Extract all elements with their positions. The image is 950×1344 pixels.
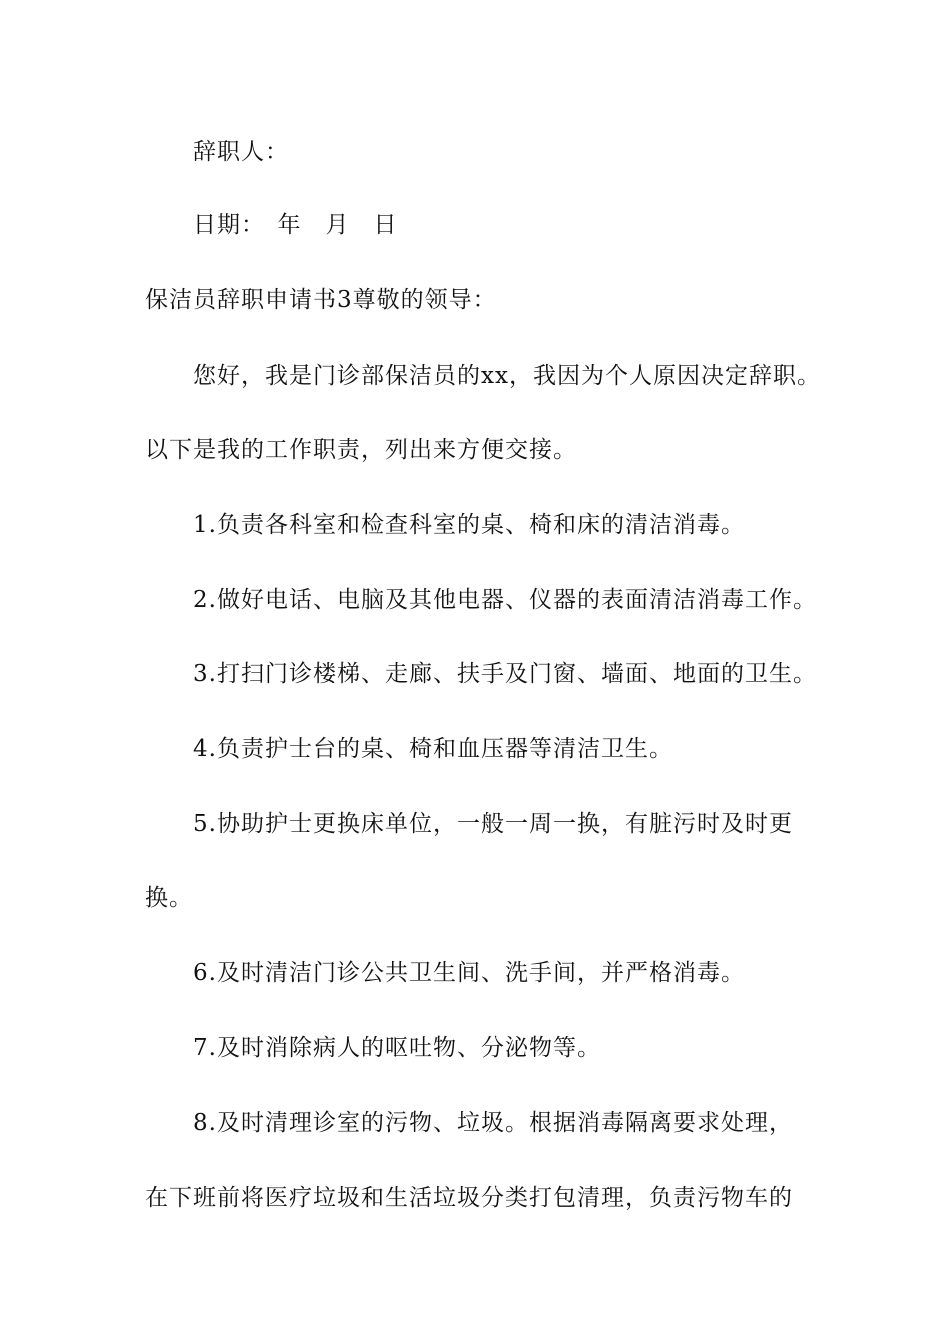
duty-item-2: 2.做好电话、电脑及其他电器、仪器的表面清洁消毒工作。 <box>193 587 817 613</box>
duty-item-3: 3.打扫门诊楼梯、走廊、扶手及门窗、墙面、地面的卫生。 <box>193 661 817 687</box>
duty-item-4: 4.负责护士台的桌、椅和血压器等清洁卫生。 <box>193 736 673 762</box>
duty-item-8-line-2: 在下班前将医疗垃圾和生活垃圾分类打包清理，负责污物车的 <box>145 1185 793 1211</box>
duty-item-7: 7.及时消除病人的呕吐物、分泌物等。 <box>193 1035 601 1061</box>
intro-paragraph-line-1: 您好，我是门诊部保洁员的xx，我因为个人原因决定辞职。 <box>193 363 821 389</box>
date-label: 日期： 年 月 日 <box>193 212 398 238</box>
duty-item-5-line-1: 5.协助护士更换床单位，一般一周一换，有脏污时及时更 <box>193 811 793 837</box>
document-heading: 保洁员辞职申请书3尊敬的领导： <box>145 287 497 313</box>
duty-item-1: 1.负责各科室和检查科室的桌、椅和床的清洁消毒。 <box>193 512 745 538</box>
signer-label: 辞职人： <box>193 139 289 165</box>
duty-item-5-line-2: 换。 <box>145 885 193 911</box>
intro-paragraph-line-2: 以下是我的工作职责，列出来方便交接。 <box>145 437 577 463</box>
duty-item-6: 6.及时清洁门诊公共卫生间、洗手间，并严格消毒。 <box>193 960 745 986</box>
duty-item-8-line-1: 8.及时清理诊室的污物、垃圾。根据消毒隔离要求处理， <box>193 1110 793 1136</box>
